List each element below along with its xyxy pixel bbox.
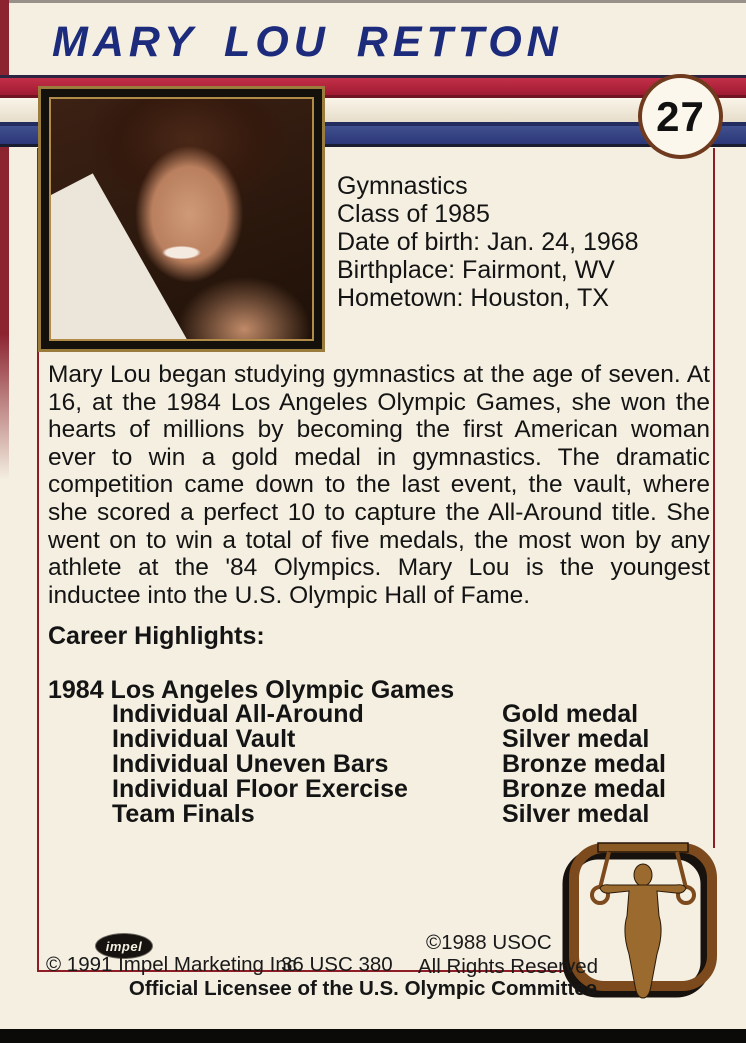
- event-name: Individual Floor Exercise: [112, 775, 408, 803]
- info-birth-date: Date of birth: Jan. 24, 1968: [337, 228, 639, 256]
- medal-value: Bronze medal: [502, 750, 666, 778]
- result-row: [48, 702, 688, 727]
- card-number: 27: [656, 92, 705, 140]
- license-line: Official Licensee of the U.S. Olympic Committee: [128, 977, 598, 1000]
- games-title: 1984 Los Angeles Olympic Games: [48, 676, 455, 704]
- event-name: Individual Vault: [112, 725, 296, 753]
- event-name: Individual Uneven Bars: [112, 750, 389, 778]
- event-name: Team Finals: [112, 800, 255, 828]
- card-bottom-edge: [0, 1029, 746, 1043]
- card-left-edge: [0, 0, 9, 1043]
- info-hometown: Hometown: Houston, TX: [337, 284, 609, 312]
- event-name: Individual All-Around: [112, 700, 364, 728]
- card-number-badge: [638, 74, 723, 159]
- copyright-usoc: ©1988 USOC: [426, 931, 552, 954]
- medal-value: Gold medal: [502, 700, 639, 728]
- result-row: [48, 777, 688, 802]
- inner-border-right: [713, 148, 715, 848]
- photo-gold-liner: [49, 97, 314, 341]
- medal-value: Silver medal: [502, 800, 650, 828]
- photo-white-area: [51, 99, 312, 339]
- result-row: [48, 727, 688, 752]
- impel-logo-text: impel: [105, 938, 143, 954]
- athlete-photo-frame: [38, 86, 325, 352]
- card-title: MARY LOU RETTON: [52, 18, 563, 66]
- athlete-photo: [51, 99, 312, 339]
- result-row: [48, 752, 688, 777]
- result-row: [48, 802, 688, 827]
- usc-code: 36 USC 380: [281, 953, 393, 976]
- copyright-impel: © 1991 Impel Marketing Inc.: [46, 953, 303, 976]
- card-top-edge: [0, 0, 746, 3]
- career-highlights-heading: Career Highlights:: [48, 622, 265, 650]
- info-sport: Gymnastics: [337, 172, 468, 200]
- medal-value: Bronze medal: [502, 775, 666, 803]
- athlete-info: [337, 172, 639, 312]
- medal-value: Silver medal: [502, 725, 650, 753]
- rights-reserved: All Rights Reserved: [418, 955, 599, 978]
- bio-paragraph: Mary Lou began studying gymnastics at the age of seven. At 16, at the 1984 Los Angeles Olympic Games, she won the hearts of millions by becoming the first American woman ever to win a gold medal in gymnastics. The dramatic competition came down to the last event, the vault, where she scored a perfect 10 to capture the All-Around title. She went on to win a total of five medals, the most won by any athlete at the '84 Olympics. Mary Lou is the youngest inductee into the U.S. Olympic Hall of Fame.: [48, 361, 710, 609]
- info-class: Class of 1985: [337, 200, 490, 228]
- info-birthplace: Birthplace: Fairmont, WV: [337, 256, 615, 284]
- results-list: [48, 702, 688, 827]
